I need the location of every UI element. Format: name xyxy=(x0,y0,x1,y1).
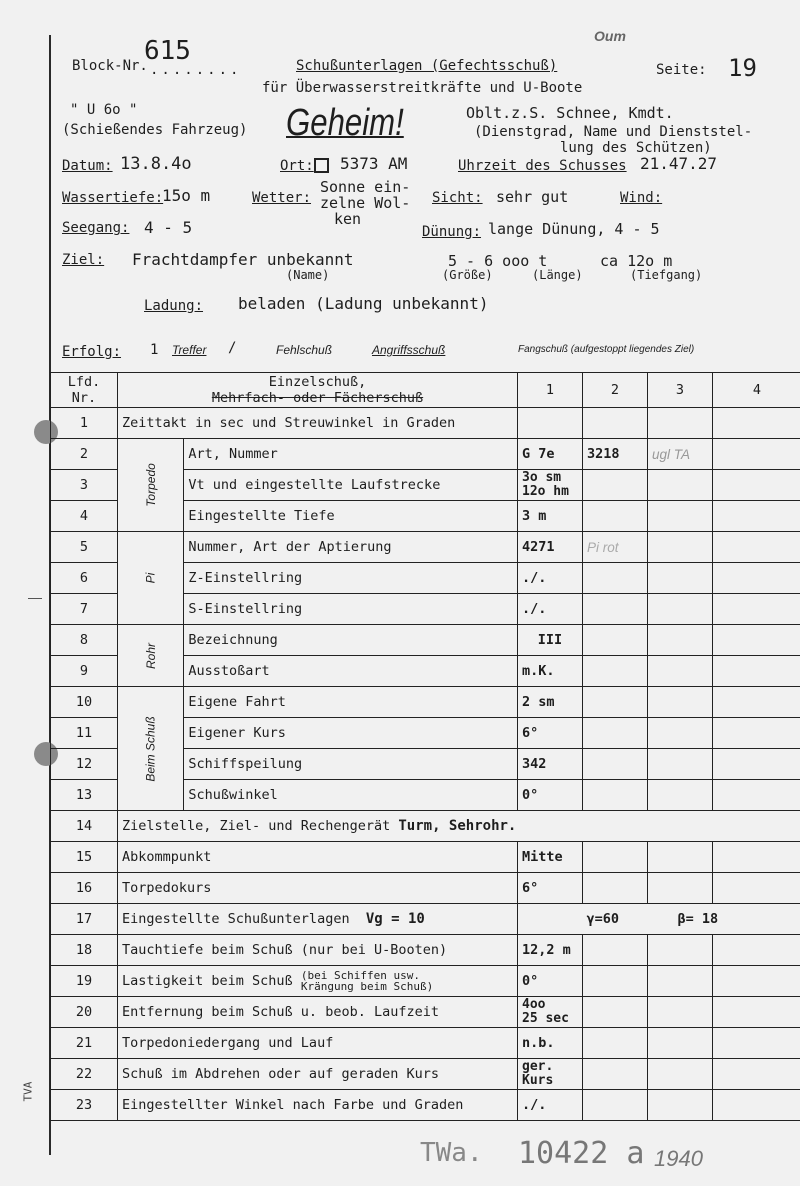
table-row xyxy=(51,811,800,842)
row-value-1: ./. xyxy=(518,1090,583,1121)
time-value: 21.47.27 xyxy=(640,154,718,173)
row-value-3 xyxy=(648,532,713,563)
row-value-4 xyxy=(713,935,800,966)
col-header-2: 2 xyxy=(583,373,648,408)
row-value-2: Pi rot xyxy=(583,532,648,563)
row-value-1: ./. xyxy=(518,594,583,625)
row-value-1: 6° xyxy=(518,718,583,749)
result-attack: Angriffsschuß xyxy=(372,343,446,357)
row-number: 22 xyxy=(51,1059,118,1090)
row-value-3 xyxy=(648,408,713,439)
row-label: Eingestellte Schußunterlagen xyxy=(122,911,350,927)
col-header-title-line1: Einzelschuß, xyxy=(268,374,367,390)
weather-value: Sonne ein- xyxy=(320,178,411,196)
row-number: 17 xyxy=(51,904,118,935)
note-line: (bei Schiffen usw. xyxy=(300,969,421,982)
group-label: Beim Schuß xyxy=(143,715,158,782)
row-value-4 xyxy=(713,1090,800,1121)
row-value-1 xyxy=(518,904,583,935)
row-extra-value: Turm, Sehrohr. xyxy=(398,818,517,834)
row-label: Schuß im Abdrehen oder auf geraden Kurs xyxy=(118,1059,518,1090)
table-row xyxy=(51,842,800,873)
value-line-2: 25 sec xyxy=(522,1011,569,1026)
row-value-1: 342 xyxy=(518,749,583,780)
row-value-4 xyxy=(713,687,800,718)
value-line: 4oo xyxy=(522,997,546,1012)
caption-size: (Größe) xyxy=(442,268,493,282)
row-value-3 xyxy=(648,780,713,811)
row-value-4 xyxy=(713,842,800,873)
row-label: Abkommpunkt xyxy=(118,842,518,873)
row-number: 1 xyxy=(51,408,118,439)
row-label-note xyxy=(301,970,433,992)
row-value-3 xyxy=(648,966,713,997)
table-row xyxy=(51,935,800,966)
row-label: S-Einstellring xyxy=(184,594,518,625)
row-value-1: III xyxy=(518,625,583,656)
block-label: Block-Nr. xyxy=(72,58,148,74)
row-value-2 xyxy=(583,563,648,594)
table-row xyxy=(51,873,800,904)
caption-name: (Name) xyxy=(286,268,330,282)
row-value-3 xyxy=(648,718,713,749)
row-value-4 xyxy=(713,532,800,563)
row-label: Schiffspeilung xyxy=(184,749,518,780)
row-number: 7 xyxy=(51,594,118,625)
depth-label: Wassertiefe: xyxy=(62,190,164,206)
row-number: 8 xyxy=(51,625,118,656)
table-row xyxy=(51,687,800,718)
group-pi xyxy=(118,532,184,625)
vessel-caption: (Schießendes Fahrzeug) xyxy=(62,122,248,138)
cargo-label: Ladung: xyxy=(144,298,204,314)
row-value-2 xyxy=(583,687,648,718)
shot-data-table xyxy=(50,372,800,1121)
table-row xyxy=(51,966,800,997)
table-row xyxy=(51,439,800,470)
row-value-1: m.K. xyxy=(518,656,583,687)
sea-label: Seegang: xyxy=(62,220,130,236)
row-value-3 xyxy=(648,749,713,780)
row-number: 13 xyxy=(51,780,118,811)
row-value-3 xyxy=(648,842,713,873)
table-header-row xyxy=(51,373,800,408)
page-label: Seite: xyxy=(656,62,707,78)
col-header-no xyxy=(51,373,118,408)
row-value-2 xyxy=(583,749,648,780)
place-label: Ort: xyxy=(280,158,314,174)
row-value-1: G 7e xyxy=(518,439,583,470)
table-row xyxy=(51,1028,800,1059)
row-value-3 xyxy=(648,687,713,718)
row-value-4 xyxy=(713,656,800,687)
commander-caption: (Dienstgrad, Name und Dienststel- xyxy=(474,124,753,140)
target-value: Frachtdampfer unbekannt xyxy=(132,250,354,269)
result-count: 1 xyxy=(150,342,159,358)
row-value-4 xyxy=(713,1059,800,1090)
weather-label: Wetter: xyxy=(252,190,312,206)
row-value-2 xyxy=(583,656,648,687)
row-label: Tauchtiefe beim Schuß (nur bei U-Booten) xyxy=(118,935,518,966)
row-value-1: 4271 xyxy=(518,532,583,563)
row-label: Schußwinkel xyxy=(184,780,518,811)
group-torpedo xyxy=(118,439,184,532)
row-value-1: n.b. xyxy=(518,1028,583,1059)
row-value-2 xyxy=(583,470,648,501)
swell-value: lange Dünung, 4 - 5 xyxy=(488,220,660,238)
row-number: 19 xyxy=(51,966,118,997)
margin-mark: TVA xyxy=(21,1081,35,1102)
row-label: Entfernung beim Schuß u. beob. Laufzeit xyxy=(118,997,518,1028)
row-value-1: 0° xyxy=(518,780,583,811)
row-value-1 xyxy=(518,997,583,1028)
page-number: 19 xyxy=(728,54,757,82)
row-label: Vt und eingestellte Laufstrecke xyxy=(184,470,518,501)
row-value-2 xyxy=(583,1028,648,1059)
row-value-1: ./. xyxy=(518,563,583,594)
col-header-title-line2: Mehrfach- oder Fächerschuß xyxy=(211,390,424,406)
row-label: Z-Einstellring xyxy=(184,563,518,594)
result-hit: Treffer xyxy=(172,343,207,357)
row-value-2 xyxy=(583,625,648,656)
row-value-2 xyxy=(583,997,648,1028)
group-label: Rohr xyxy=(143,642,158,669)
row-value-3 xyxy=(648,873,713,904)
row-value-4 xyxy=(713,563,800,594)
row-number: 2 xyxy=(51,439,118,470)
row-value-4 xyxy=(713,501,800,532)
vessel-name: " U 6o " xyxy=(70,102,138,118)
col-header-title xyxy=(118,373,518,408)
value-line: 3o sm xyxy=(522,470,562,485)
target-label: Ziel: xyxy=(62,252,105,268)
block-number: 615 xyxy=(144,36,191,66)
wind-label: Wind: xyxy=(620,190,663,206)
group-label: Pi xyxy=(143,572,158,584)
row-value-2 xyxy=(583,873,648,904)
row-number: 15 xyxy=(51,842,118,873)
sight-value: sehr gut xyxy=(496,188,569,206)
table-row xyxy=(51,625,800,656)
weather-value-2: zelne Wol- xyxy=(320,194,411,212)
depth-value: 15o m xyxy=(162,186,211,205)
row-value-3 xyxy=(648,656,713,687)
row-value-3 xyxy=(648,470,713,501)
row-label: Art, Nummer xyxy=(184,439,518,470)
date-label: Datum: xyxy=(62,158,113,174)
weather-value-3: ken xyxy=(334,210,362,228)
table-row xyxy=(51,1090,800,1121)
initials: Oum xyxy=(594,28,626,44)
row-number: 12 xyxy=(51,749,118,780)
row-value-4 xyxy=(713,1028,800,1059)
row-label: Bezeichnung xyxy=(184,625,518,656)
row-value-4 xyxy=(713,470,800,501)
result-catch: Fangschuß (aufgestoppt liegendes Ziel) xyxy=(518,344,695,355)
result-miss: Fehlschuß xyxy=(276,343,333,357)
row-value-4 xyxy=(713,997,800,1028)
col-header-4: 4 xyxy=(713,373,800,408)
row-value-3 xyxy=(648,1059,713,1090)
col-header-no-line2: Nr. xyxy=(71,390,97,406)
archive-stamp-number: 10422 a xyxy=(518,1136,645,1171)
row-number: 6 xyxy=(51,563,118,594)
row-value-2 xyxy=(583,501,648,532)
row-value-1 xyxy=(518,470,583,501)
table-row xyxy=(51,408,800,439)
row-value-4 xyxy=(713,966,800,997)
row-label: Zeittakt in sec und Streuwinkel in Graden xyxy=(118,408,518,439)
row-value-1 xyxy=(518,408,583,439)
row-value-3 xyxy=(648,997,713,1028)
row-value-4 xyxy=(713,749,800,780)
row-label: Torpedokurs xyxy=(118,873,518,904)
row-label: Ausstoßart xyxy=(184,656,518,687)
commander-value: Oblt.z.S. Schnee, Kmdt. xyxy=(466,104,674,122)
date-value: 13.8.4o xyxy=(120,154,192,174)
value-line-2: 12o hm xyxy=(522,484,569,499)
sea-value: 4 - 5 xyxy=(144,218,193,237)
group-beim-schuss xyxy=(118,687,184,811)
row-value-2 xyxy=(583,842,648,873)
row-value-3: ugl TA xyxy=(648,439,713,470)
target-size: 5 - 6 ooo t xyxy=(448,252,548,270)
row-number: 18 xyxy=(51,935,118,966)
row-value-1: 12,2 m xyxy=(518,935,583,966)
row-value-4 xyxy=(713,780,800,811)
archive-stamp-prefix: TWa. xyxy=(420,1138,483,1168)
result-separator: / xyxy=(228,340,237,356)
row-number: 4 xyxy=(51,501,118,532)
row-value-2 xyxy=(583,1059,648,1090)
row-label: Torpedoniedergang und Lauf xyxy=(118,1028,518,1059)
row-value-3 xyxy=(648,935,713,966)
row-value-2: γ=60 xyxy=(583,904,648,935)
row-number: 23 xyxy=(51,1090,118,1121)
swell-label: Dünung: xyxy=(422,224,482,240)
row-label-wide xyxy=(118,811,800,842)
row-value-4 xyxy=(713,873,800,904)
row-value-1: 6° xyxy=(518,873,583,904)
row-value-2 xyxy=(583,966,648,997)
row-number: 16 xyxy=(51,873,118,904)
row-value-2 xyxy=(583,408,648,439)
time-label: Uhrzeit des Schusses xyxy=(458,158,627,174)
row-value-3 xyxy=(648,625,713,656)
grid-square-icon xyxy=(314,158,329,173)
group-rohr xyxy=(118,625,184,687)
row-extra-value: Vg = 10 xyxy=(365,911,425,927)
place-value: 5373 AM xyxy=(340,154,408,173)
row-value-1 xyxy=(518,1059,583,1090)
caption-draft: (Tiefgang) xyxy=(630,268,703,282)
note-line-2: Krängung beim Schuß) xyxy=(300,980,434,993)
archive-stamp-year: 1940 xyxy=(654,1146,703,1171)
row-value-1: 2 sm xyxy=(518,687,583,718)
row-value-3 xyxy=(648,1090,713,1121)
row-value-2 xyxy=(583,1090,648,1121)
row-label: Eingestellte Tiefe xyxy=(184,501,518,532)
row-value-4 xyxy=(713,439,800,470)
value-line-2: Kurs xyxy=(522,1073,554,1088)
row-number: 9 xyxy=(51,656,118,687)
table-row xyxy=(51,532,800,563)
commander-caption-2: lung des Schützen) xyxy=(560,140,712,156)
group-label: Torpedo xyxy=(143,463,158,507)
table-row xyxy=(51,1059,800,1090)
row-value-1: 3 m xyxy=(518,501,583,532)
row-number: 21 xyxy=(51,1028,118,1059)
col-header-no-line1: Lfd. xyxy=(67,374,101,390)
block-dots: ........ xyxy=(150,62,242,78)
row-value-1: Mitte xyxy=(518,842,583,873)
row-label-cell xyxy=(118,966,518,997)
caption-length: (Länge) xyxy=(532,268,583,282)
row-label: Lastigkeit beim Schuß xyxy=(122,973,293,989)
row-number: 10 xyxy=(51,687,118,718)
row-value-3: β= 18 xyxy=(648,904,800,935)
row-value-4 xyxy=(713,594,800,625)
row-value-3 xyxy=(648,594,713,625)
form-title: Schußunterlagen (Gefechtsschuß) xyxy=(296,58,558,74)
row-value-4 xyxy=(713,625,800,656)
fold-mark xyxy=(28,598,42,599)
row-value-2: 3218 xyxy=(583,439,648,470)
row-label-cell xyxy=(118,904,518,935)
row-value-4 xyxy=(713,718,800,749)
row-number: 5 xyxy=(51,532,118,563)
row-value-3 xyxy=(648,563,713,594)
row-value-2 xyxy=(583,594,648,625)
col-header-3: 3 xyxy=(648,373,713,408)
row-number: 14 xyxy=(51,811,118,842)
secret-stamp: Geheim! xyxy=(286,102,404,144)
row-number: 11 xyxy=(51,718,118,749)
row-label: Nummer, Art der Aptierung xyxy=(184,532,518,563)
row-value-2 xyxy=(583,935,648,966)
row-value-2 xyxy=(583,780,648,811)
row-label: Eingestellter Winkel nach Farbe und Graden xyxy=(118,1090,518,1121)
row-value-3 xyxy=(648,1028,713,1059)
col-header-1: 1 xyxy=(518,373,583,408)
sight-label: Sicht: xyxy=(432,190,483,206)
cargo-value: beladen (Ladung unbekannt) xyxy=(238,294,489,313)
row-label: Zielstelle, Ziel- und Rechengerät xyxy=(122,818,391,834)
row-number: 3 xyxy=(51,470,118,501)
target-length: ca 12o m xyxy=(600,252,673,270)
row-value-1: 0° xyxy=(518,966,583,997)
row-value-2 xyxy=(583,718,648,749)
table-row xyxy=(51,904,800,935)
form-subtitle: für Überwasserstreitkräfte und U-Boote xyxy=(262,80,583,96)
row-value-4 xyxy=(713,408,800,439)
row-number: 20 xyxy=(51,997,118,1028)
table-row xyxy=(51,997,800,1028)
value-line: ger. xyxy=(522,1059,554,1074)
row-value-3 xyxy=(648,501,713,532)
row-label: Eigener Kurs xyxy=(184,718,518,749)
result-label: Erfolg: xyxy=(62,344,122,360)
row-label: Eigene Fahrt xyxy=(184,687,518,718)
